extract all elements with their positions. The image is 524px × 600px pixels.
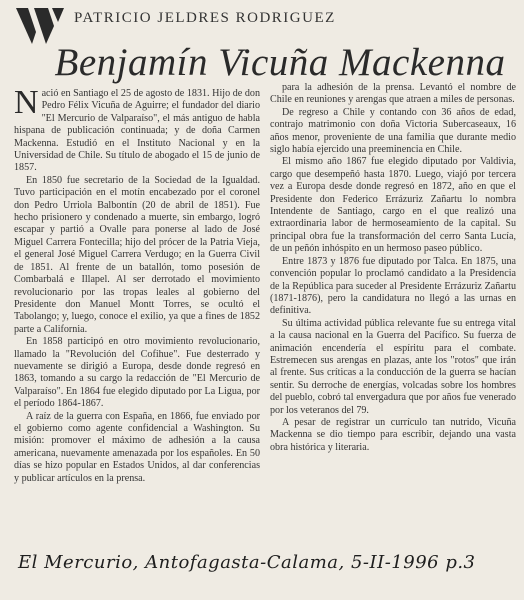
paragraph: A raíz de la guerra con España, en 1866, fue enviado por el gobierno como agente confidencial a Washington. Su misión: promover el máximo de adhesión a la causa americana, nuevamente amenazada por los españoles. En 50 días se hizo popular en Estados Unidos, al dar conferencias y publicar artículos en la prensa. <box>14 410 260 484</box>
paragraph: Nació en Santiago el 25 de agosto de 1831. Hijo de don Pedro Félix Vicuña de Aguirre; el fundador del diario "El Mercurio de Valparaíso", el más antiguo de habla hispana de publicación continuada; y de doña Carmen Mackenna. Estudió en el Instituto Nacional y en la Universidad de Chile. Su título de abogado el 15 de junio de 1857. <box>14 84 260 174</box>
paragraph: El mismo año 1867 fue elegido diputado por Valdivia, cargo que desempeñó hasta 1870. Luego, viajó por tercera vez a Europa desde donde regresó en 1872, año en que el Presidente don Federico Errázuriz Zañartu lo nombra Intendente de Santiago, cargo en el que realizó una extraordinaria labor de hermoseamiento de la capital. Su principal obra fue la transformación del cerro Santa Lucía, de un peñón inhóspito en un hermoso paseo público. <box>270 156 516 255</box>
paragraph: En 1858 participó en otro movimiento revolucionario, llamado la "Revolución del Cofihue". Fue desterrado y nuevamente se dirigió a Europa, desde donde regresó en 1863, tomando a su cargo la redacción de "El Mercurio de Valparaíso". En 1864 fue elegido diputado por La Ligua, por el período 1864-1867. <box>14 336 260 410</box>
paragraph: De regreso a Chile y contando con 36 años de edad, contrajo matrimonio con doña Victoria Subercaseaux, 16 años menor, proveniente de una familia que durante medio siglo había ejercido una preeminencia en Chile. <box>270 106 516 156</box>
left-column <box>14 84 260 485</box>
author-byline: PATRICIO JELDRES RODRIGUEZ <box>74 10 336 26</box>
drop-cap: N <box>14 84 39 121</box>
paragraph: para la adhesión de la prensa. Levantó el nombre de Chile en reuniones y arengas que atraen a miles de personas. <box>270 82 516 106</box>
paragraph: En 1850 fue secretario de la Sociedad de la Igualdad. Tuvo participación en el motín encabezado por el coronel don Pedro Urriola Balbontín (20 de abril de 1851). Fue hecho prisionero y condenado a muerte, sin embargo, logró escapar y partió a Ovalle para ponerse al lado de José Miguel Carrera Fontecilla; hijo del prócer de la Patria Vieja, el general José Miguel Carrera Verdugo; en la Guerra Civil de 1851. Al frente de un batallón, tomo posesión de Combarbalá e Illapel. Al ser derrotado el movimiento revolucionario por las tropas leales al gobierno del Presidente don Manuel Montt Torres, se ocultó el Tabolango; y, luego, conoce el exilio, ya que a fines de 1852 parte a California. <box>14 174 260 335</box>
handwritten-source-note: El Mercurio, Antofagasta-Calama, 5-II-1996 p.3 <box>18 552 476 573</box>
article-title: Benjamín Vicuña Mackenna <box>54 41 506 84</box>
paragraph: Su última actividad pública relevante fue su entrega vital a la causa nacional en la Guerra del Pacífico. Su fuerza de animación encendería el espíritu para el combate. Estremecen sus arengas en plazas, ante los "rotos" que irán al frente. Sus críticas a la conducción de la guerra se hacían sentir. Su derroche de energías, volcadas sobre los hombres del pueblo, cobró tal envergadura que por años fue venerado por los veteranos del 79. <box>270 317 516 416</box>
paragraph: A pesar de registrar un currículo tan nutrido, Vicuña Mackenna se dio tiempo para escribir, dejando una vasta obra histórica y literaria. <box>270 416 516 453</box>
paragraph: Entre 1873 y 1876 fue diputado por Talca. En 1875, una convención popular lo proclamó candidato a la Presidencia de la República para suceder al Presidente Errázuriz Zañartu (1871-1876), pero la candidatura no llegó a las urnas en definitiva. <box>270 255 516 317</box>
right-column <box>270 82 516 454</box>
